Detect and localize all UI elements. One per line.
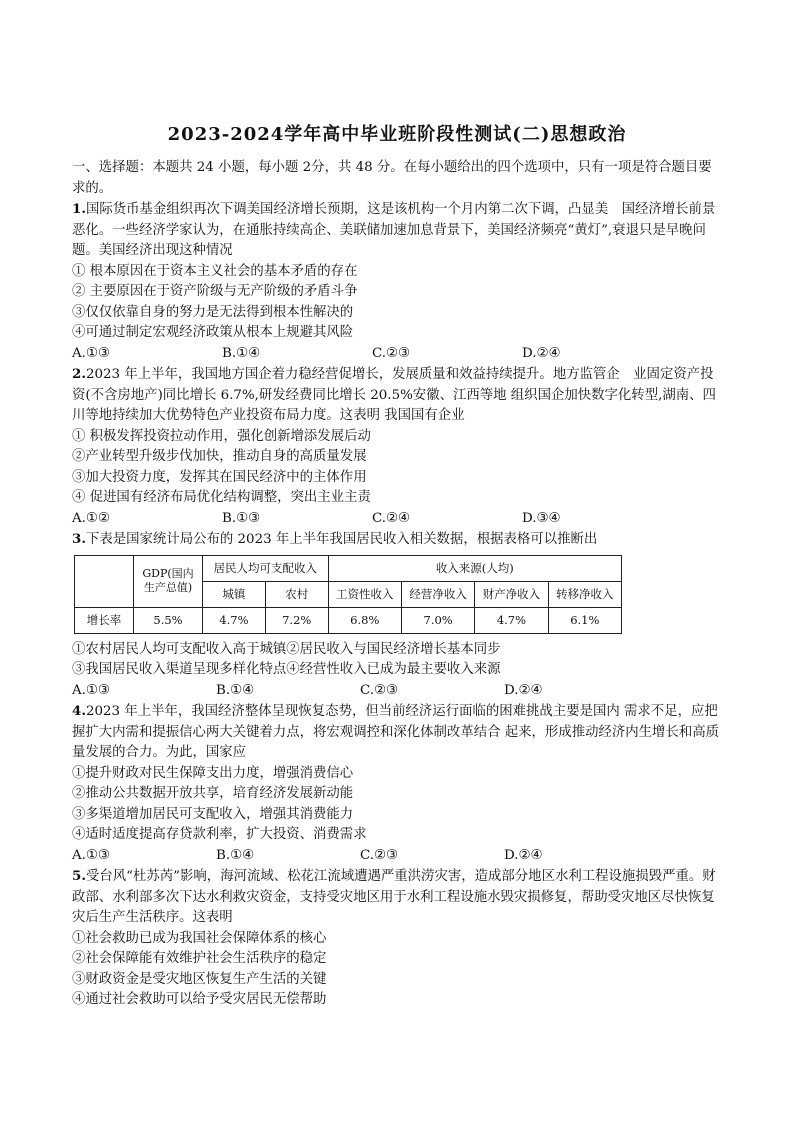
question-2-choices [72, 509, 722, 530]
table-cell: 7.2% [265, 607, 328, 633]
question-1-number: 1. [72, 201, 86, 217]
choice-a: A.①② [72, 510, 110, 526]
question-4-option: ②推动公共数据开放共享，培育经济发展新动能 [72, 786, 354, 801]
question-1-option: ④可通过制定宏观经济政策从根本上规避其风险 [72, 325, 354, 340]
question-4-text: 2023 年上半年，我国经济整体呈现恢复态势，但当前经济运行面临的困难挑战主要是国内 需求不足，应把握扩大内需和提振信心两大关键着力点，将宏观调控和深化体制改革结合 起来，形成推动经济内生增长和高质量发展的合力。为此，国家应 [72, 704, 720, 760]
question-5-option: ③财政资金是受灾地区恢复生产生活的关键 [72, 971, 327, 987]
question-2-option: ②产业转型升级步伐加快，推动自身的高质量发展 [72, 449, 367, 464]
table-cell: 4.7% [475, 607, 548, 633]
choice-d: D.③④ [522, 510, 561, 526]
choice-c: C.②③ [360, 682, 399, 698]
question-3-text: 下表是国家统计局公布的 2023 年上半年我国居民收入相关数据，根据表格可以推断出 [85, 532, 598, 547]
choice-b: B.①④ [216, 847, 255, 863]
table-header-disposable: 居民人均可支配收入 [203, 555, 329, 581]
question-5-option: ①社会救助已成为我国社会保障体系的核心 [72, 930, 327, 946]
question-5-number: 5. [72, 868, 86, 884]
choice-c: C.②③ [360, 847, 399, 863]
question-5-option: ②社会保障能有效维护社会生活秩序的稳定 [72, 951, 327, 966]
choice-a: A.①③ [72, 345, 110, 361]
question-4-option: ③多渠道增加居民可支配收入，增强其消费能力 [72, 806, 354, 822]
table-header-rural: 农村 [265, 581, 328, 607]
table-header-gdp: GDP(国内生产总值) [134, 555, 203, 607]
table-cell: 5.5% [134, 607, 203, 633]
question-2-text: 2023 年上半年，我国地方国企着力稳经营促增长，发展质量和效益持续提升。地方监管企 业固定资产投资(不含房地产)同比增长 6.7%,研发经费同比增长 20.5%安徽、江西等地 组织国企加快数字化转型,湖南、四川等地持续加大优势特色产业投资布局力度。这表明 我国国有企业 [72, 367, 716, 423]
choice-a: A.①③ [72, 847, 110, 863]
question-2-option: ① 积极发挥投资拉动作用，强化创新增添发展后动 [72, 428, 371, 444]
question-3-option: ③我国居民收入渠道呈现多样化特点④经营性收入已成为最主要收入来源 [72, 662, 501, 677]
table-header-row [75, 555, 622, 581]
question-1-text: 国际货币基金组织再次下调美国经济增长预期，这是该机构一个月内第二次下调，凸显美 国经济增长前景恶化。一些经济学家认为，在通胀持续高企、美联储加速加息背景下，美国经济频亮“黄灯”,衰退只是早晚问题。美国经济出现这种情况 [72, 202, 716, 258]
table-header-business: 经营净收入 [401, 581, 474, 607]
table-corner-cell [75, 555, 134, 607]
choice-b: B.①③ [222, 510, 261, 526]
question-5-option: ④通过社会救助可以给予受灾居民无偿帮助 [72, 992, 327, 1007]
question-4-option: ①提升财政对民生保障支出力度，增强消费信心 [72, 765, 354, 781]
table-cell: 6.8% [328, 607, 401, 633]
choice-a: A.①③ [72, 682, 110, 698]
exam-content [72, 158, 722, 1011]
table-row-label: 增长率 [75, 607, 134, 633]
question-3-choices [72, 681, 722, 702]
table-cell: 7.0% [401, 607, 474, 633]
choice-c: C.②③ [372, 345, 411, 361]
choice-d: D.②④ [522, 345, 561, 361]
table-cell: 4.7% [203, 607, 266, 633]
page-title: 2023-2024学年高中毕业班阶段性测试(二)思想政治 [167, 124, 627, 145]
question-5-text: 受台风“杜苏芮”影响，海河流域、松花江流域遭遇严重洪涝灾害，造成部分地区水利工程设施损毁严重。财政部、水利部多次下达水利救灾资金，支持受灾地区用于水利工程设施水毁灾损修复，帮助受灾地区尽快恢复灾后生产生活秩序。这表明 [72, 869, 716, 925]
table-header-urban: 城镇 [203, 581, 266, 607]
question-3-number: 3. [72, 531, 86, 547]
question-1-stem [72, 199, 722, 262]
question-4-stem [72, 701, 722, 764]
choice-b: B.①④ [216, 682, 255, 698]
choice-d: D.②④ [504, 682, 543, 698]
choice-c: C.②④ [372, 510, 411, 526]
table-cell: 6.1% [548, 607, 621, 633]
question-4-number: 4. [72, 703, 86, 719]
choice-b: B.①④ [222, 345, 261, 361]
income-data-table [74, 555, 622, 634]
section-intro: 一、选择题：本题共 24 小题，每小题 2分，共 48 分。在每小题给出的四个选项中，只有一项是符合题目要求的。 [72, 160, 712, 196]
question-3-option: ①农村居民人均可支配收入高于城镇②居民收入与国民经济增长基本同步 [72, 641, 501, 657]
question-3-stem [72, 529, 722, 551]
choice-d: D.②④ [504, 847, 543, 863]
question-2-option: ④ 促进国有经济布局优化结构调整，突出主业主责 [72, 490, 371, 505]
question-5-stem [72, 866, 722, 929]
question-1-option: ③仅仅依靠自身的努力是无法得到根本性解决的 [72, 304, 354, 320]
table-header-wage: 工资性收入 [328, 581, 401, 607]
question-4-choices [72, 846, 722, 867]
table-row [75, 607, 622, 633]
question-1-choices [72, 344, 722, 365]
question-2-stem [72, 364, 722, 427]
table-header-transfer: 转移净收入 [548, 581, 621, 607]
question-4-option: ④适时适度提高存贷款利率，扩大投资、消费需求 [72, 827, 367, 842]
question-1-option: ② 主要原因在于资产阶级与无产阶级的矛盾斗争 [72, 284, 358, 299]
table-header-property: 财产净收入 [475, 581, 548, 607]
question-1-option: ① 根本原因在于资本主义社会的基本矛盾的存在 [72, 263, 358, 279]
question-2-number: 2. [72, 366, 86, 382]
question-2-option: ③加大投资力度，发挥其在国民经济中的主体作用 [72, 469, 367, 485]
table-header-income-source: 收入来源(人均) [328, 555, 621, 581]
